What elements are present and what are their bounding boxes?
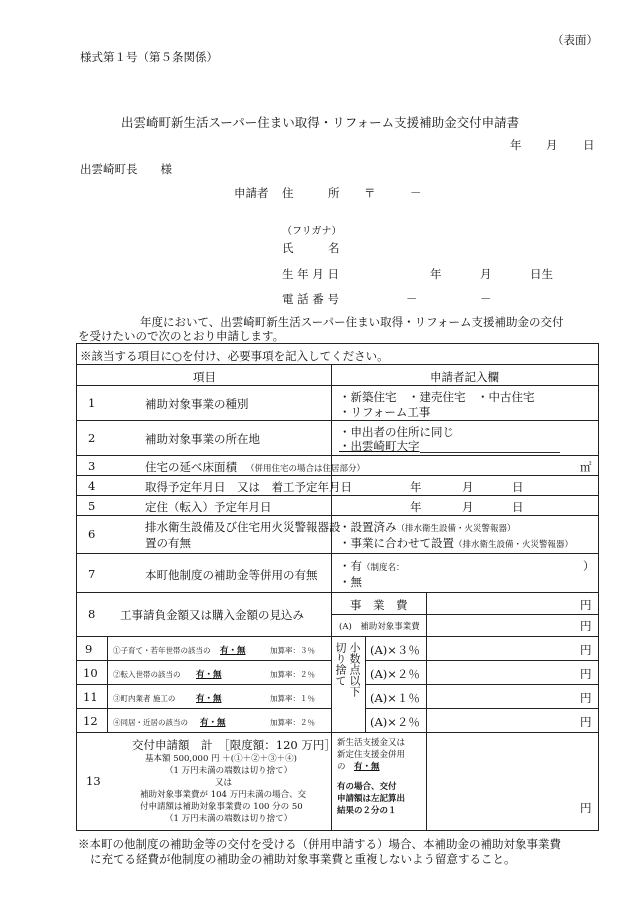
date-year: 年 <box>510 138 522 152</box>
bonus-text: ①子育て・若年世帯の該当の <box>113 646 211 655</box>
column-header-entry: 申請者記入欄 <box>430 370 499 384</box>
row-label: 工事請負金額又は購入金額の見込み <box>120 608 304 622</box>
combined-note: 新生活支援金又は <box>337 738 406 748</box>
combined-note: の 有・無 <box>337 762 380 772</box>
row-label: 定住（転入）予定年月日 <box>145 500 272 514</box>
date-month: 月 <box>462 500 474 514</box>
total-formula: 又は <box>215 778 233 788</box>
row-entry-option[interactable]: ・有（制度名： <box>339 559 405 573</box>
combined-note: 結果の２分の１ <box>337 806 397 816</box>
bonus-rate: 加算率：１％ <box>270 694 315 703</box>
yes-no-choice[interactable]: 有・無 <box>196 694 222 704</box>
bonus-calc: (A)×１％ <box>370 691 420 705</box>
row-number: 7 <box>88 567 96 581</box>
row-label: 取得予定年月日 又は 着工予定年月日 <box>145 480 352 494</box>
subsidy-base-label: (A) 補助対象事業費 <box>339 622 420 632</box>
postal-mark: 〒 <box>364 186 376 200</box>
bonus-calc: (A)×３％ <box>370 643 420 657</box>
rounding-note-1: 切り捨て <box>334 642 347 686</box>
yen-unit: 円 <box>580 667 592 681</box>
row-label: 置の有無 <box>145 536 191 550</box>
phone-dash-2: － <box>480 292 492 306</box>
bonus-calc: (A)×２％ <box>370 667 420 681</box>
row-label: 住宅の延べ床面積 <box>145 460 237 474</box>
intro-line-1: 年度において、出雲崎町新生活スーパー住まい取得・リフォーム支援補助金の交付 <box>140 315 564 329</box>
yen-unit: 円 <box>580 619 592 633</box>
total-formula: 基本額 500,000 円 ＋(①＋②＋③＋④) <box>145 754 297 764</box>
row-number: 1 <box>88 396 96 410</box>
bonus-rate: 加算率：２％ <box>270 670 315 679</box>
total-formula: 付申請額は補助対象事業費の 100 分の 50 <box>140 802 303 812</box>
birth-year: 年 <box>430 267 442 281</box>
footer-note-2: に充てる経費が他制度の補助金の補助対象事業費と重複しないよう留意すること。 <box>90 852 516 866</box>
intro-line-2: を受けたいので次のとおり申請します。 <box>78 329 285 343</box>
yen-unit: 円 <box>580 801 592 815</box>
row-entry-option[interactable]: ・申出者の住所に同じ <box>339 425 454 439</box>
row-label: 排水衛生設備及び住宅用火災警報器設 <box>145 520 341 534</box>
row-entry-option[interactable]: ・新築住宅 ・建売住宅 ・中古住宅 <box>339 390 535 404</box>
yen-unit: 円 <box>580 643 592 657</box>
total-formula: 補助対象事業費が 104 万円未満の場合、交 <box>140 790 307 800</box>
address-label: 住 所 <box>282 186 340 200</box>
birth-month: 月 <box>480 267 492 281</box>
combined-note: 有の場合、交付 <box>337 782 397 792</box>
row-entry-option[interactable]: ・設置済み（排水衛生設備・火災警報器） <box>339 520 516 534</box>
row-number: 2 <box>88 431 96 445</box>
row-label: 本町他制度の補助金等併用の有無 <box>145 568 318 582</box>
footer-note-1: ※本町の他制度の補助金等の交付を受ける（併用申請する）場合、本補助金の補助対象事業費 <box>78 837 561 851</box>
row-number: 9 <box>85 642 93 656</box>
bonus-calc: (A)×２％ <box>370 715 420 729</box>
yen-unit: 円 <box>580 715 592 729</box>
table-instruction: ※該当する項目に○を付け、必要事項を記入してください。 <box>80 349 389 363</box>
row-number: 5 <box>88 499 96 513</box>
bonus-rate: 加算率：２％ <box>270 718 315 727</box>
date-day: 日 <box>583 138 595 152</box>
addressee: 出雲崎町長 様 <box>80 162 172 176</box>
combined-note: 新定住支援金併用 <box>337 750 406 760</box>
row-number: 13 <box>86 774 101 788</box>
applicant-label: 申請者 <box>234 186 269 200</box>
total-formula: （1 万円未満の端数は切り捨て） <box>165 814 293 824</box>
bonus-text: ②転入世帯の該当の <box>113 670 181 679</box>
bonus-text: ④同居・近居の該当の <box>113 718 188 727</box>
row-number: 4 <box>88 479 96 493</box>
yes-no-choice[interactable]: 有・無 <box>354 762 380 772</box>
row-entry-option[interactable]: ・出雲崎町大字 <box>339 439 420 453</box>
combined-note: 申請額は左記算出 <box>337 794 406 804</box>
furigana-label: （フリガナ） <box>282 226 342 237</box>
yes-no-choice[interactable]: 有・無 <box>196 670 222 680</box>
row-entry-option[interactable]: ・無 <box>339 575 362 589</box>
name-label: 氏 名 <box>282 241 340 255</box>
row-number: 11 <box>83 690 98 704</box>
date-day: 日 <box>512 480 524 494</box>
postal-dash: － <box>410 186 422 200</box>
row-number: 10 <box>83 666 98 680</box>
phone-label: 電 話 番 号 <box>282 292 339 306</box>
page-side-label: （表面） <box>552 33 598 47</box>
page-title: 出雲崎町新生活スーパー住まい取得・リフォーム支援補助金交付申請書 <box>121 115 520 130</box>
phone-dash-1: － <box>406 292 418 306</box>
row-note: （併用住宅の場合は住居部分） <box>246 464 366 474</box>
form-number: 様式第１号（第５条関係） <box>80 50 218 64</box>
total-title: 交付申請額 計 ［限度額：120 万円］ <box>132 738 336 752</box>
yes-no-choice[interactable]: 有・無 <box>200 718 226 728</box>
date-day: 日 <box>512 500 524 514</box>
birth-day: 日生 <box>530 267 553 281</box>
yen-unit: 円 <box>580 598 592 612</box>
date-month: 月 <box>546 138 558 152</box>
row-entry-option[interactable]: ・事業に合わせて設置（排水衛生設備・火災警報器） <box>339 536 574 550</box>
bonus-text: ③町内業者 施工の <box>113 694 176 703</box>
cost-label: 事 業 費 <box>350 598 408 612</box>
yes-no-choice[interactable]: 有・無 <box>220 646 246 656</box>
row-number: 3 <box>88 459 96 473</box>
total-formula: （1 万円未満の端数は切り捨て） <box>165 766 293 776</box>
unit-square-meter: ㎡ <box>580 460 592 474</box>
row-entry-close: ） <box>583 559 595 573</box>
row-label: 補助対象事業の種別 <box>145 397 249 411</box>
yen-unit: 円 <box>580 691 592 705</box>
birth-label: 生 年 月 日 <box>282 267 339 281</box>
rounding-note-2: 小数点以下 <box>348 642 361 697</box>
date-year: 年 <box>410 500 422 514</box>
row-entry-option[interactable]: ・リフォーム工事 <box>339 405 431 419</box>
date-month: 月 <box>462 480 474 494</box>
row-number: 6 <box>88 527 96 541</box>
date-year: 年 <box>410 480 422 494</box>
column-header-item: 項目 <box>193 370 216 384</box>
row-number: 12 <box>83 714 98 728</box>
row-label: 補助対象事業の所在地 <box>145 432 260 446</box>
bonus-rate: 加算率：３％ <box>270 646 315 655</box>
row-number: 8 <box>88 607 96 621</box>
